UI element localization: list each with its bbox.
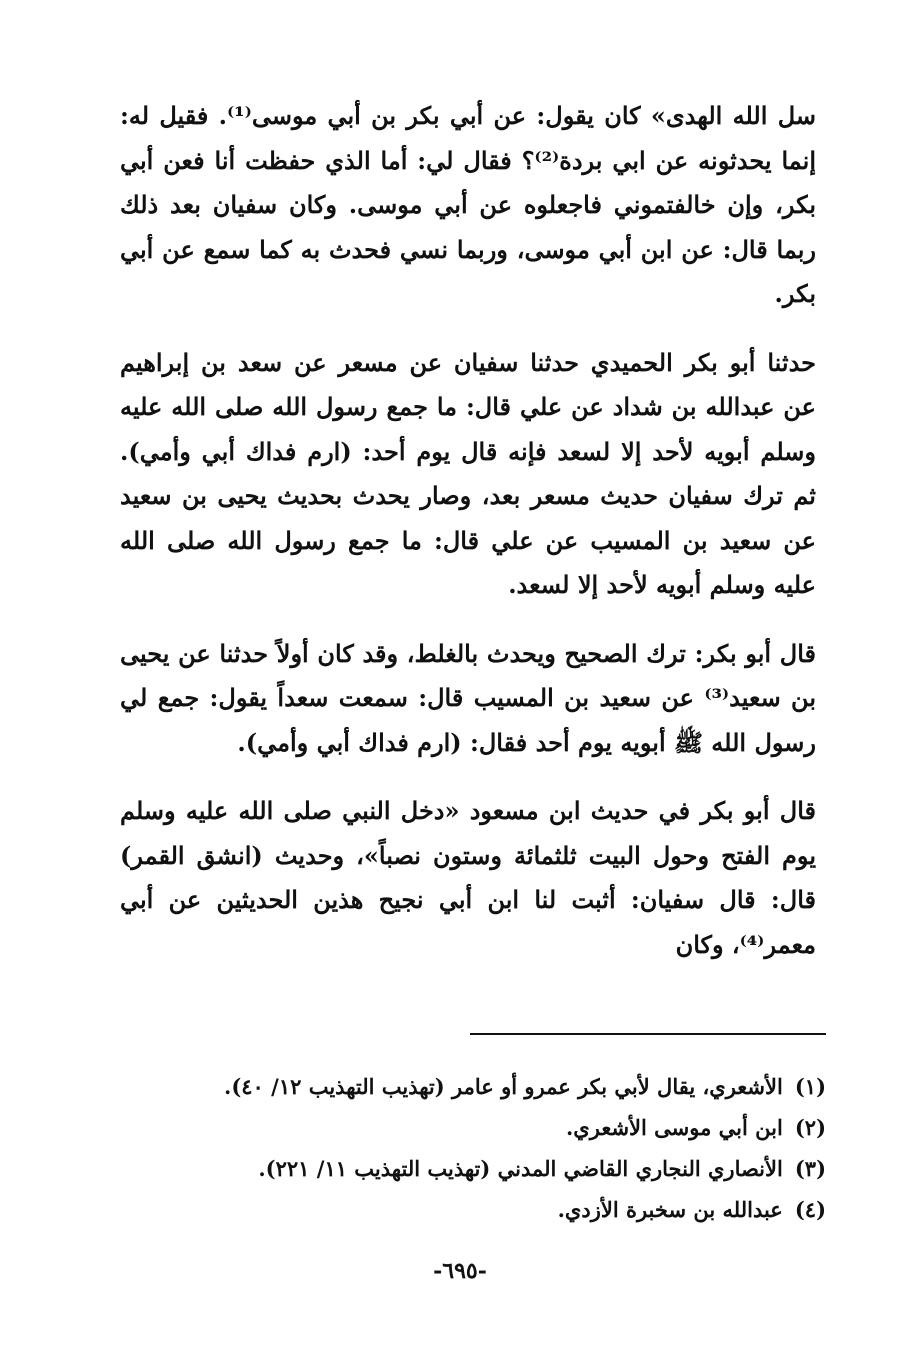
footnote-number: (٢) [794, 1115, 826, 1140]
page-number: -٦٩٥- [433, 1258, 487, 1284]
paragraph-1: سل الله الهدى» كان يقول: عن أبي بكر بن أبي موسى⁽¹⁾. فقيل له: إنما يحدثونه عن ابي بردة⁽²⁾؟ فقال لي: أما الذي حفظت أنا فعن أبي بكر، وإن خالفتموني فاجعلوه عن أبي موسى. وكان سفيان بعد ذلك ربما قال: عن ابن أبي موسى، وربما نسي فحدث به كما سمع عن أبي بكر. [120, 101, 817, 308]
footnote-text: عبدالله بن سخبرة الأزدي. [557, 1197, 783, 1222]
footnote-number: (١) [794, 1074, 826, 1099]
footnote-text: ابن أبي موسى الأشعري. [565, 1115, 783, 1140]
footnote-text: الأشعري، يقال لأبي بكر عمرو أو عامر (تهذيب التهذيب ١٢/ ٤٠). [224, 1074, 783, 1099]
paragraph-4: قال أبو بكر في حديث ابن مسعود «دخل النبي صلى الله عليه وسلم يوم الفتح وحول البيت ثلثمائة وستون نصباً»، وحديث (انشق القمر) قال: قال سفيان: أثبت لنا ابن أبي نجيح هذين الحديثين عن أبي معمر⁽⁴⁾، وكان [120, 796, 816, 959]
footnote-3 [150, 1148, 826, 1189]
paragraph-3: قال أبو بكر: ترك الصحيح ويحدث بالغلط، وقد كان أولاً حدثنا عن يحيى بن سعيد⁽³⁾ عن سعيد بن المسيب قال: سمعت سعداً يقول: جمع لي رسول الله ﷺ أبويه يوم أحد فقال: (ارم فداك أبي وأمي). [120, 638, 816, 757]
footnote-4 [150, 1189, 826, 1230]
paragraph-2: حدثنا أبو بكر الحميدي حدثنا سفيان عن مسعر عن سعد بن إبراهيم عن عبدالله بن شداد عن علي قال: ما جمع رسول الله صلى الله عليه وسلم أبويه لأحد إلا لسعد فإنه قال يوم أحد: (ارم فداك أبي وأمي). ثم ترك سفيان حديث مسعر بعد، وصار يحدث بحديث يحيى بن سعيد عن سعيد بن المسيب عن علي قال: ما جمع رسول الله صلى الله عليه وسلم أبويه لأحد إلا لسعد. [120, 347, 816, 599]
footnotes [150, 1066, 826, 1230]
footnote-2 [150, 1107, 826, 1148]
footnote-number: (٣) [794, 1156, 826, 1181]
footnote-text: الأنصاري النجاري القاضي المدني (تهذيب التهذيب ١١/ ٢٢١). [258, 1156, 783, 1181]
footnote-separator [470, 1033, 826, 1035]
main-text [120, 94, 816, 967]
footnote-number: (٤) [794, 1197, 826, 1222]
footnote-1 [150, 1066, 826, 1107]
